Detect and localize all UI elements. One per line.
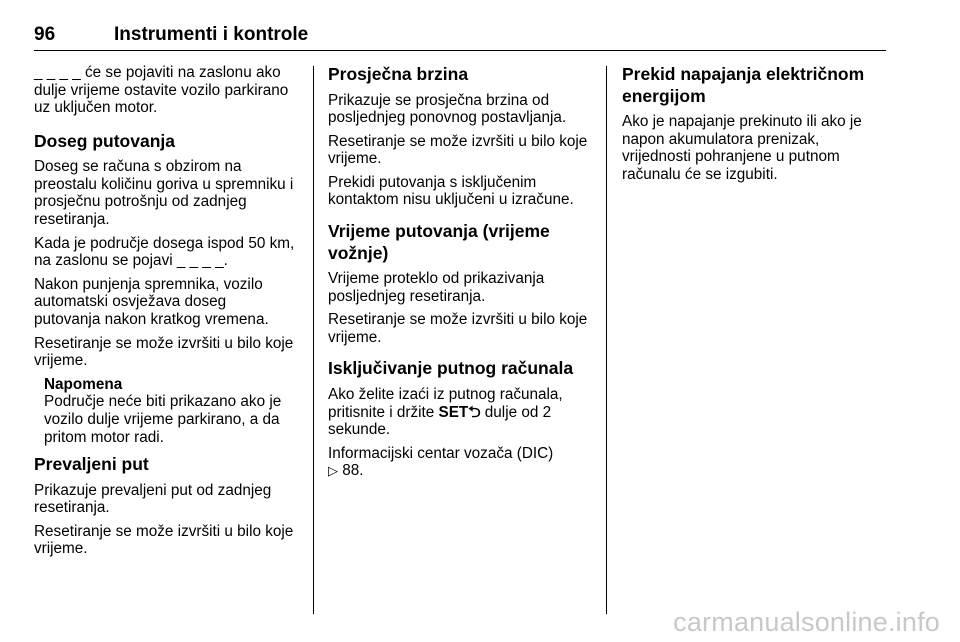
reference-text: Informacijski centar vozača (DIC) — [328, 444, 554, 462]
paragraph: Resetiranje se može izvršiti u bilo koje vrijeme. — [34, 334, 294, 370]
heading-power-interruption: Prekid napajanja električnom energijom — [622, 64, 865, 106]
paragraph: Kada je područje dosega ispod 50 km, na zaslonu se pojavi _ _ _ _. — [34, 234, 295, 270]
paragraph: Prikazuje prevaljeni put od zadnjeg resetiranja. — [34, 481, 272, 517]
set-key-label: SET — [438, 403, 469, 421]
paragraph: Doseg se računa s obzirom na preostalu količinu goriva u spremniku i prosječnu potrošnju od zadnjeg resetiranja. — [34, 158, 294, 229]
page-number: 96 — [34, 24, 56, 45]
paragraph: Resetiranje se može izvršiti u bilo koje vrijeme. — [328, 132, 588, 168]
page-title: Instrumenti i kontrole — [114, 24, 309, 45]
heading-distance: Prevaljeni put — [34, 454, 149, 475]
column-3 — [622, 64, 884, 189]
paragraph-reference — [328, 445, 590, 480]
note-title: Napomena — [44, 375, 123, 393]
text-span: dulje od 2 sekunde. — [328, 403, 552, 439]
column-divider-2 — [606, 66, 607, 614]
paragraph-switch-off — [328, 386, 590, 439]
paragraph: Ako je napajanje prekinuto ili ako je napon akumulatora prenizak, vrijednosti pohranjene u putnom računalu će se izgubiti. — [622, 113, 862, 183]
paragraph: Prikazuje se prosječna brzina od posljednjeg ponovnog postavljanja. — [328, 91, 567, 127]
paragraph: Nakon punjenja spremnika, vozilo automatski osvježava doseg putovanja nakon kratkog vremena. — [34, 275, 269, 329]
column-1 — [34, 64, 296, 564]
watermark: carmanualsonline.info — [673, 607, 940, 637]
paragraph: Prekidi putovanja s isključenim kontaktom nisu uključeni u izračune. — [328, 173, 574, 209]
intro-paragraph: _ _ _ _ će se pojaviti na zaslonu ako dulje vrijeme ostavite vozilo parkirano uz uključen motor. — [34, 64, 289, 117]
heading-range: Doseg putovanja — [34, 130, 175, 151]
column-2 — [328, 64, 590, 486]
column-divider-1 — [313, 66, 314, 614]
reference-page: 88. — [338, 462, 364, 480]
paragraph: Vrijeme proteklo od prikazivanja posljednjeg resetiranja. — [328, 270, 545, 305]
heading-travel-time: Vrijeme putovanja (vrijeme vožnje) — [328, 221, 550, 263]
return-arrow-icon: ⮌ — [468, 403, 481, 421]
paragraph: Resetiranje se može izvršiti u bilo koje vrijeme. — [34, 522, 294, 558]
heading-average-speed: Prosječna brzina — [328, 64, 469, 84]
heading-switch-off: Isključivanje putnog računala — [328, 358, 574, 379]
paragraph: Resetiranje se može izvršiti u bilo koje vrijeme. — [328, 311, 588, 346]
page-header — [34, 24, 886, 51]
note-box — [34, 376, 296, 446]
note-text: Područje neće biti prikazano ako je vozilo dulje vrijeme parkirano, a da pritom motor radi. — [44, 393, 282, 446]
text-span: Ako želite izaći iz putnog računala, pritisnite i držite — [328, 385, 563, 421]
page-reference-icon: ▷ — [328, 463, 338, 479]
